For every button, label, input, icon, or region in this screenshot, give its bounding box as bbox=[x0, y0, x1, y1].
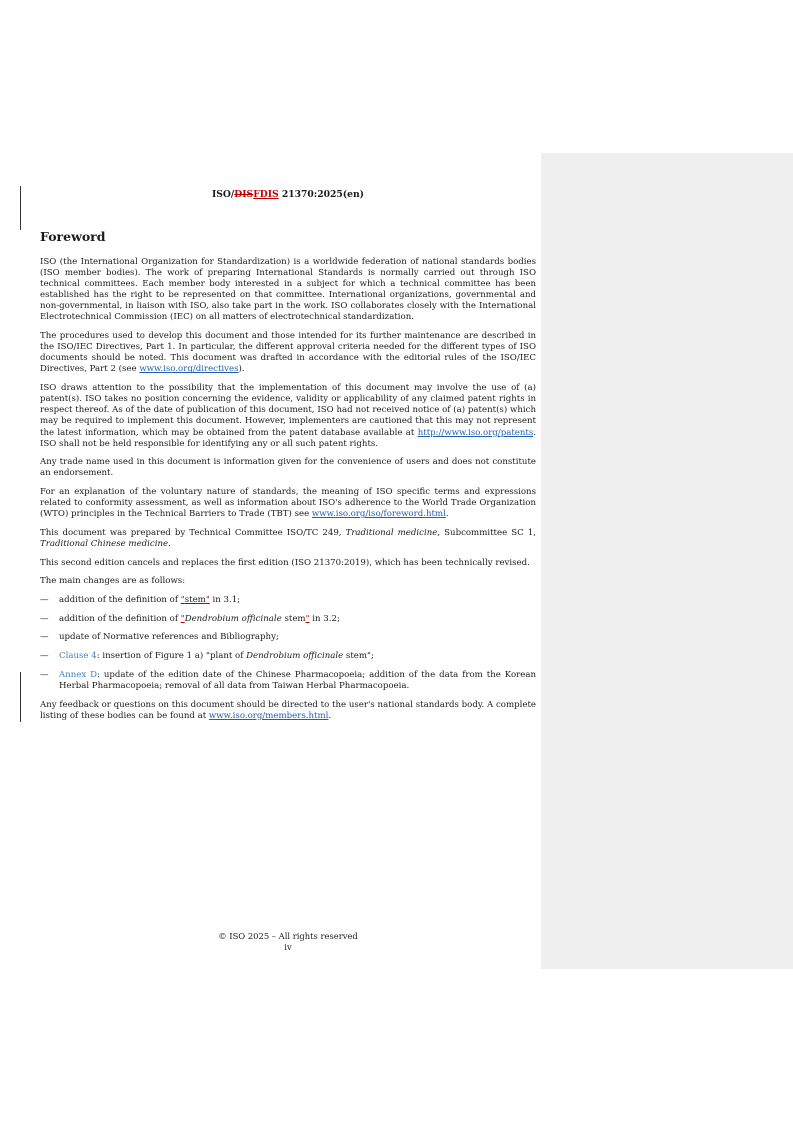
page-footer bbox=[40, 931, 536, 953]
header-inserted-text: FDIS bbox=[253, 189, 279, 200]
list-dash: — bbox=[40, 595, 49, 606]
document-header bbox=[40, 188, 536, 201]
paragraph-text: For an explanation of the voluntary nature of standards, the meaning of ISO specific terms and expressions related to conformity assessment, as well as information about ISO's adherence to the World Trade Organization (WTO) principles in the Technical Barriers to Trade (TBT) see bbox=[40, 487, 536, 520]
clause-4-link[interactable]: Clause 4 bbox=[59, 651, 97, 662]
list-text: in 3.2; bbox=[309, 613, 340, 624]
members-link[interactable]: www.iso.org/members.html bbox=[208, 710, 329, 721]
list-term: stem bbox=[281, 613, 306, 624]
paragraph-committee bbox=[40, 528, 536, 550]
list-dash: — bbox=[40, 632, 49, 643]
patents-link[interactable]: http://www.iso.org/patents bbox=[417, 427, 534, 438]
inserted-quote: " bbox=[205, 595, 210, 606]
list-item bbox=[40, 614, 536, 625]
page-title: Foreword bbox=[40, 229, 106, 244]
list-text: addition of the definition of bbox=[59, 595, 181, 606]
header-prefix: ISO/ bbox=[212, 189, 235, 200]
paragraph-edition: This second edition cancels and replaces the first edition (ISO 21370:2019), which has been technically revised. bbox=[40, 557, 530, 568]
paragraph-trade-name: Any trade name used in this document is information given for the convenience of users and does not constitute an endorsement. bbox=[40, 457, 536, 479]
paragraph-end: . bbox=[445, 509, 449, 520]
paragraph-end: ). bbox=[238, 364, 245, 375]
list-text: addition of the definition of bbox=[59, 613, 181, 624]
list-item-content bbox=[59, 670, 536, 692]
list-text: : update of the edition date of the Chinese Pharmacopoeia; addition of the data from the Korean Herbal Pharmacopoeia; removal of all data from Taiwan Herbal Pharmacopoeia. bbox=[59, 669, 536, 691]
paragraph-end: . bbox=[168, 539, 171, 550]
committee-name: Traditional medicine bbox=[345, 527, 438, 538]
list-item bbox=[40, 595, 536, 606]
paragraph-text: ISO draws attention to the possibility that the implementation of this document may involve the use of (a) patent(s). ISO takes no position concerning the evidence, validity or applicability of any claimed patent rights in respect thereof. As of the date of publication of this document, ISO had not received notice of (a) patent(s) which may be required to implement this document. However, implementers are cautioned that this may not represent the latest information, which may be obtained from the patent database available at bbox=[40, 383, 536, 438]
copyright-notice: © ISO 2025 – All rights reserved bbox=[218, 931, 358, 941]
inserted-quote: " bbox=[180, 613, 185, 624]
paragraph-text: This document was prepared by Technical Committee ISO/TC 249, bbox=[40, 527, 346, 538]
paragraph-procedures bbox=[40, 331, 536, 375]
list-text: stem"; bbox=[343, 651, 374, 662]
paragraph-patents bbox=[40, 383, 536, 450]
paragraph-voluntary-nature bbox=[40, 487, 536, 520]
paragraph-text: , Subcommittee SC 1, bbox=[437, 527, 536, 538]
foreword-link[interactable]: www.iso.org/iso/foreword.html bbox=[311, 509, 446, 520]
page-number: iv bbox=[284, 942, 292, 952]
paragraph-text: The procedures used to develop this document and those intended for its further maintenance are described in the ISO/IEC Directives, Part 1. In particular, the different approval criteria needed for the different types of ISO documents should be noted. This document was drafted in accordance with the editorial rules of the ISO/IEC Directives, Part 2 (see bbox=[40, 331, 536, 375]
list-term: Dendrobium officinale bbox=[246, 651, 344, 662]
list-item bbox=[40, 632, 536, 643]
paragraph-end: . bbox=[328, 710, 332, 721]
inserted-quote: " bbox=[305, 613, 310, 624]
list-item bbox=[40, 670, 536, 692]
list-text: in 3.1; bbox=[209, 595, 241, 606]
paragraph-feedback bbox=[40, 700, 536, 722]
list-text: : insertion of Figure 1 a) "plant of bbox=[96, 651, 247, 662]
paragraph-changes-intro: The main changes are as follows: bbox=[40, 576, 186, 587]
list-term: stem bbox=[184, 595, 206, 606]
list-item bbox=[40, 651, 536, 662]
list-dash: — bbox=[40, 613, 49, 624]
change-bar bbox=[20, 186, 21, 230]
header-suffix: 21370:2025(en) bbox=[278, 189, 364, 200]
list-item-content: update of Normative references and Bibliography; bbox=[59, 632, 279, 643]
header-deleted-text: DIS bbox=[234, 189, 254, 200]
list-item-content bbox=[59, 651, 536, 662]
comment-pane bbox=[541, 153, 793, 969]
change-bar bbox=[20, 672, 21, 722]
annex-d-link[interactable]: Annex D bbox=[59, 669, 98, 680]
directives-link[interactable]: www.iso.org/directives bbox=[139, 364, 239, 375]
list-item-content bbox=[59, 595, 536, 606]
list-dash: — bbox=[40, 669, 49, 680]
document-body bbox=[40, 257, 536, 729]
list-term: Dendrobium officinale bbox=[184, 613, 282, 624]
inserted-quote: " bbox=[180, 595, 185, 606]
list-item-content bbox=[59, 614, 536, 625]
paragraph-iso-intro: ISO (the International Organization for Standardization) is a worldwide federation of national standards bodies (ISO member bodies). The work of preparing International Standards is normally carried out through ISO technical committees. Each member body interested in a subject for which a technical committee has been established has the right to be represented on that committee. International organizations, governmental and non-governmental, in liaison with ISO, also take part in the work. ISO collaborates closely with the International Electrotechnical Commission (IEC) on all matters of electrotechnical standardization. bbox=[40, 257, 536, 323]
paragraph-text: Any feedback or questions on this document should be directed to the user's national standards body. A complete listing of these bodies can be found at bbox=[40, 699, 536, 721]
paragraph-end: . ISO shall not be held responsible for identifying any or all such patent rights. bbox=[40, 427, 536, 449]
list-dash: — bbox=[40, 651, 49, 662]
subcommittee-name: Traditional Chinese medicine bbox=[40, 539, 169, 550]
